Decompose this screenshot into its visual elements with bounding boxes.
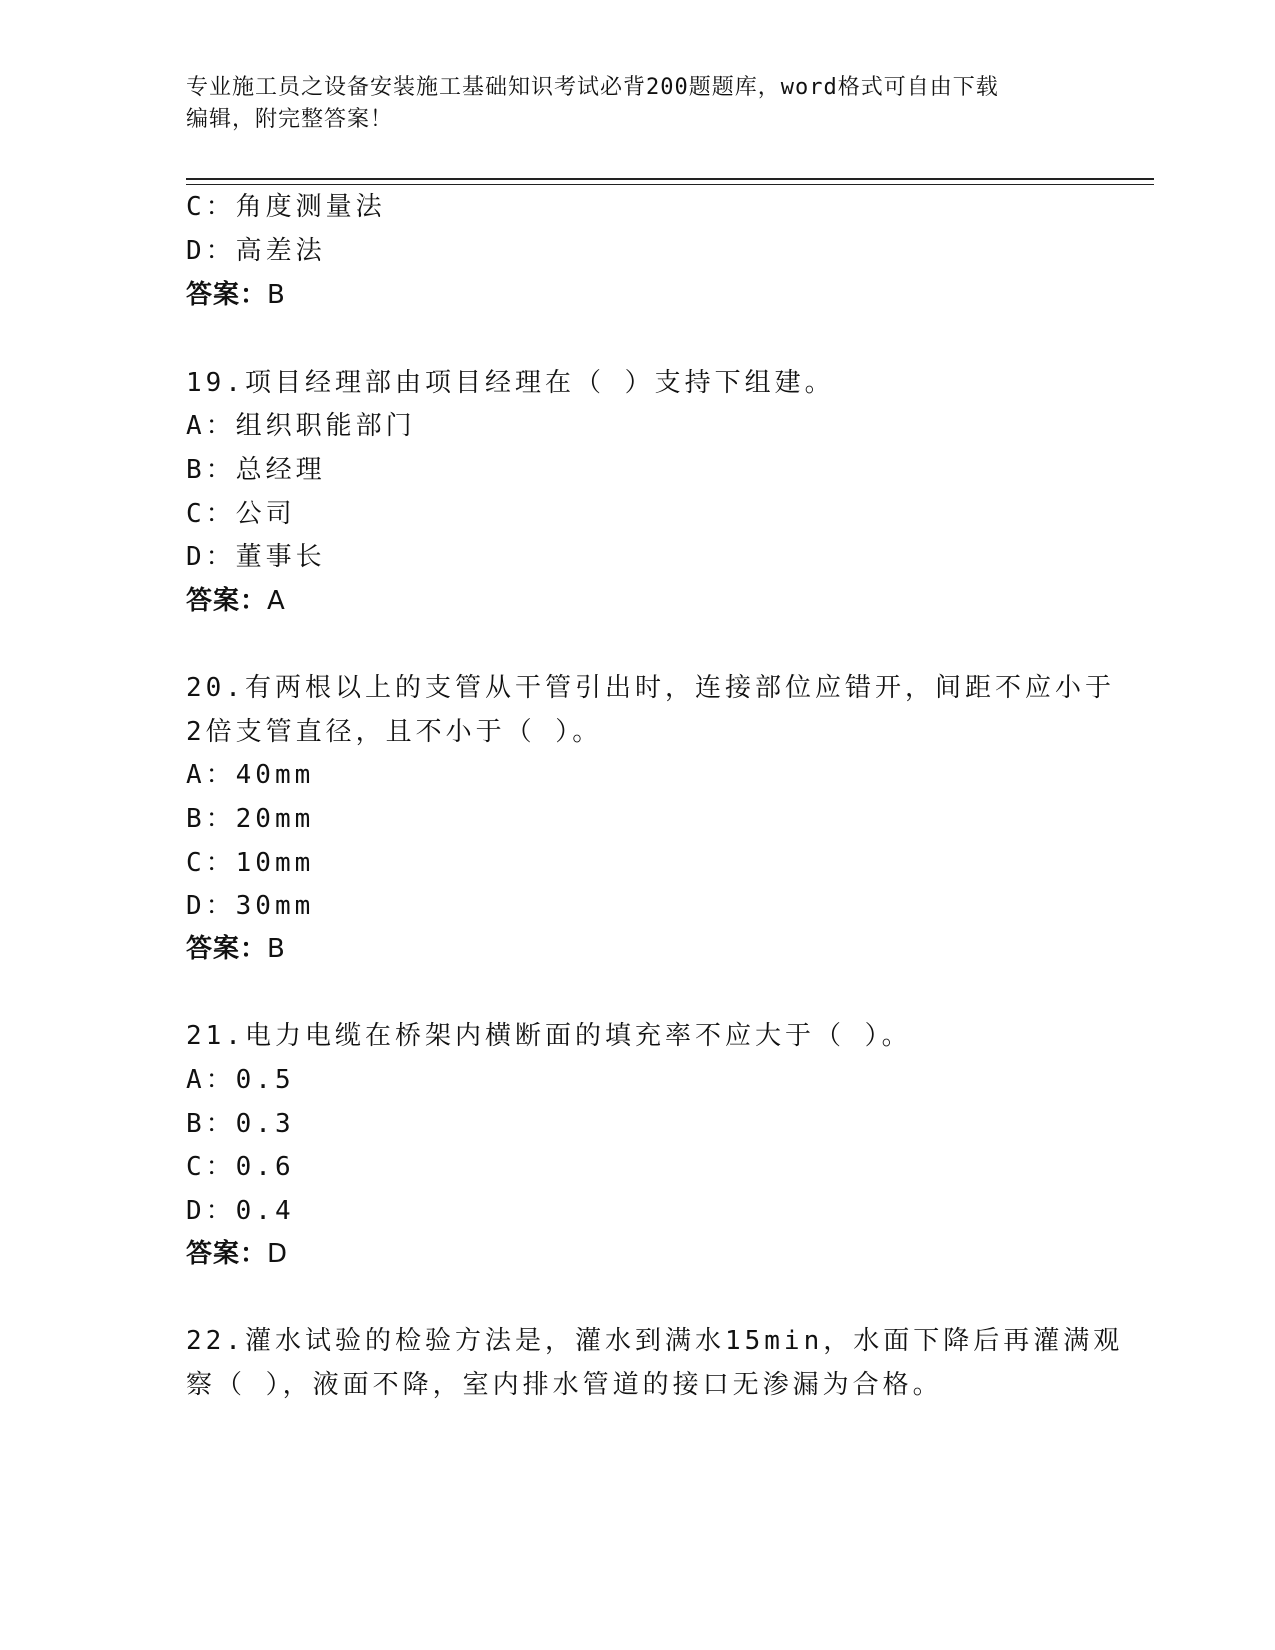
- header-divider: [186, 178, 1154, 180]
- q19-answer: [186, 580, 286, 617]
- q20-option-a: A：40mm: [186, 760, 315, 790]
- answer-value: A: [267, 586, 286, 616]
- answer-value: B: [267, 934, 286, 964]
- q21-option-b: B：0.3: [186, 1109, 295, 1139]
- answer-label: 答案：: [186, 280, 268, 310]
- answer-label: 答案：: [186, 934, 268, 964]
- q19-option-a: A：组织职能部门: [186, 411, 416, 441]
- q19-option-b: B：总经理: [186, 455, 326, 485]
- q20-stem-line-1: 20.有两根以上的支管从干管引出时，连接部位应错开，间距不应小于: [186, 673, 1115, 703]
- q18-option-c: C：角度测量法: [186, 192, 386, 222]
- q22-stem-line-1: 22.灌水试验的检验方法是，灌水到满水15min，水面下降后再灌满观: [186, 1326, 1124, 1356]
- q19-stem: 19.项目经理部由项目经理在（ ）支持下组建。: [186, 368, 835, 398]
- answer-value: B: [267, 280, 286, 310]
- q21-option-d: D：0.4: [186, 1196, 295, 1226]
- q22-stem-line-2: 察（ ），液面不降，室内排水管道的接口无渗漏为合格。: [186, 1370, 943, 1400]
- q21-stem: 21.电力电缆在桥架内横断面的填充率不应大于（ ）。: [186, 1021, 912, 1051]
- header-line-1: 专业施工员之设备安装施工基础知识考试必背200题题库，word格式可自由下载: [186, 75, 999, 100]
- q19-option-d: D：董事长: [186, 542, 326, 572]
- answer-label: 答案：: [186, 1239, 268, 1269]
- q20-option-c: C：10mm: [186, 848, 315, 878]
- q21-option-c: C：0.6: [186, 1152, 295, 1182]
- q19-option-c: C：公司: [186, 499, 296, 529]
- q18-answer: [186, 274, 286, 311]
- q18-option-d: D：高差法: [186, 236, 326, 266]
- answer-label: 答案：: [186, 586, 268, 616]
- header-line-2: 编辑，附完整答案！: [186, 107, 394, 132]
- q20-stem-line-2: 2倍支管直径，且不小于（ ）。: [186, 717, 603, 747]
- q21-option-a: A：0.5: [186, 1065, 295, 1095]
- q21-answer: [186, 1233, 288, 1270]
- answer-value: D: [267, 1239, 289, 1269]
- q20-option-d: D：30mm: [186, 891, 315, 921]
- header-divider-thin: [186, 184, 1154, 185]
- q20-answer: [186, 928, 286, 965]
- q20-option-b: B：20mm: [186, 804, 315, 834]
- document-header: [186, 72, 1086, 136]
